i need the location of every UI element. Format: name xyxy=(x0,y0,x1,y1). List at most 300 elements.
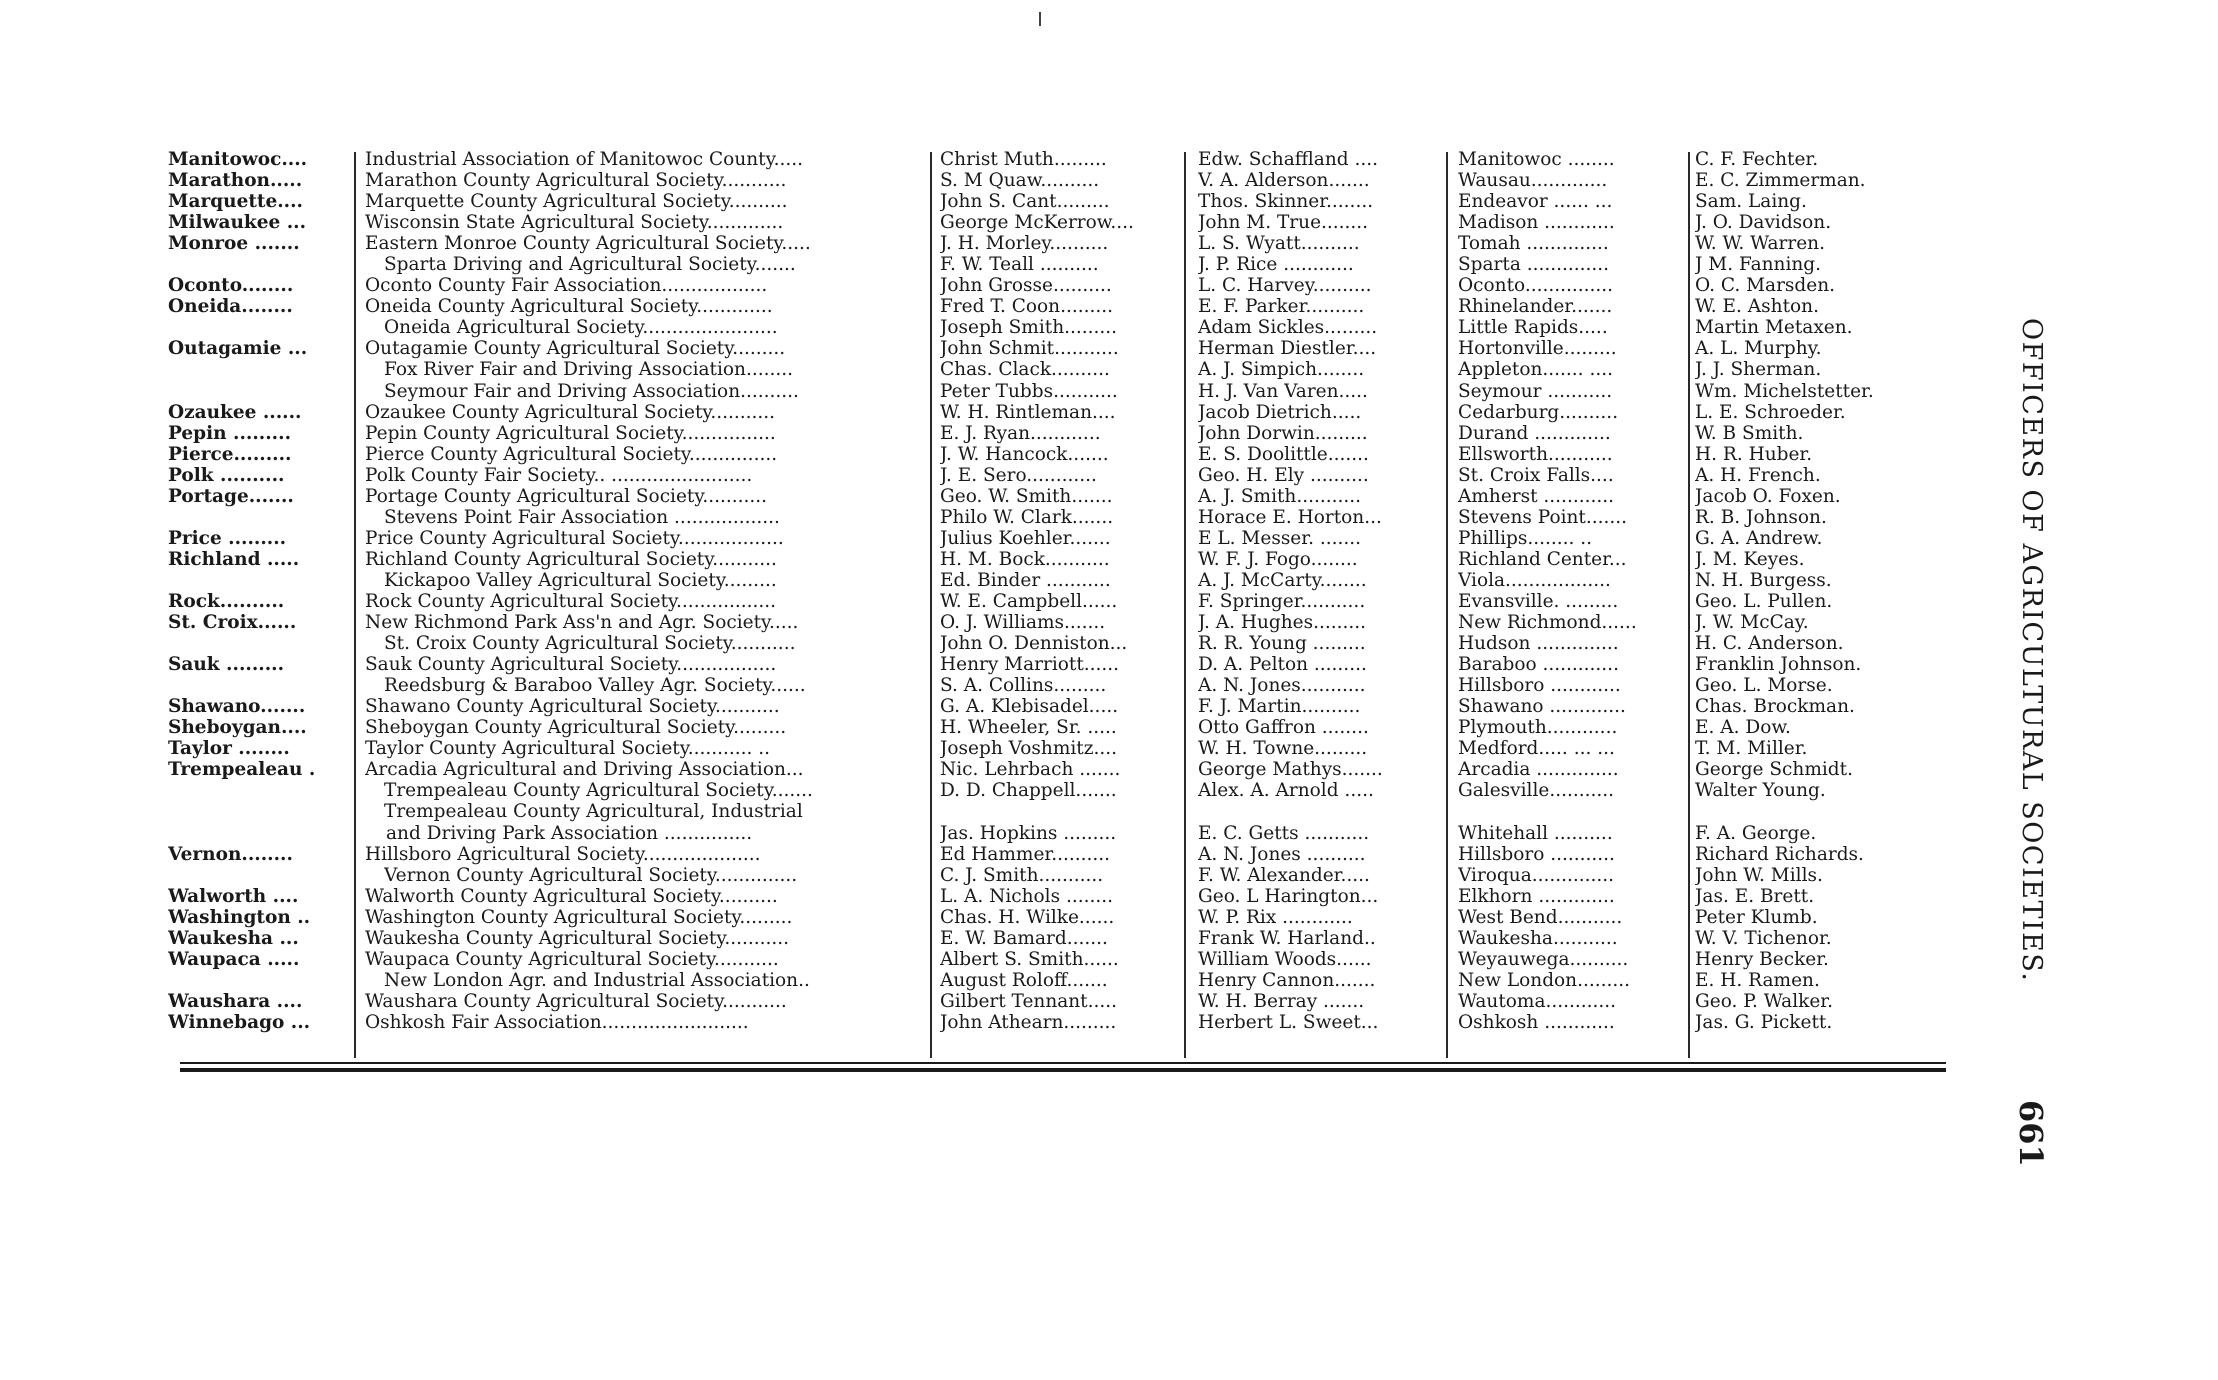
town-cell: Ellsworth........... xyxy=(1458,443,1613,465)
society-cell: New London Agr. and Industrial Association.. xyxy=(384,969,810,991)
president-cell: H. M. Bock........... xyxy=(940,548,1110,570)
secretary-cell: A. N. Jones........... xyxy=(1198,675,1366,697)
county-cell: Sheboygan.... xyxy=(168,717,307,739)
town-cell: Hillsboro ........... xyxy=(1458,843,1615,865)
society-cell: Oshkosh Fair Association......................... xyxy=(365,1011,749,1033)
secretary-cell: A. J. Smith........... xyxy=(1198,485,1362,507)
society-cell: Oneida County Agricultural Society............. xyxy=(365,296,773,318)
table-row xyxy=(168,170,1946,191)
town-cell: Whitehall .......... xyxy=(1458,822,1613,844)
county-cell: Vernon........ xyxy=(168,843,293,865)
treasurer-cell: T. M. Miller. xyxy=(1695,738,1808,760)
table-row xyxy=(168,633,1946,654)
treasurer-cell: F. A. George. xyxy=(1695,822,1817,844)
county-cell: Trempealeau . xyxy=(168,759,316,781)
society-cell: Walworth County Agricultural Society.......... xyxy=(365,885,778,907)
president-cell: L. A. Nichols ........ xyxy=(940,885,1114,907)
table-row xyxy=(168,970,1946,991)
table-row xyxy=(168,949,1946,970)
table-row xyxy=(168,507,1946,528)
county-cell: Pepin ......... xyxy=(168,422,292,444)
president-cell: John Schmit........... xyxy=(940,338,1119,360)
secretary-cell: F. J. Martin.......... xyxy=(1198,696,1361,718)
secretary-cell xyxy=(1198,801,1438,822)
county-cell xyxy=(168,823,340,844)
society-cell: St. Croix County Agricultural Society........... xyxy=(384,633,796,655)
treasurer-cell: E. A. Dow. xyxy=(1695,717,1791,739)
table-row xyxy=(168,359,1946,380)
town-cell: Endeavor ...... ... xyxy=(1458,191,1613,213)
running-head: OFFICERS OF AGRICULTURAL SOCIETIES. xyxy=(2016,318,2047,983)
secretary-cell: Frank W. Harland.. xyxy=(1198,927,1376,949)
table-row xyxy=(168,296,1946,317)
town-cell: Wausau............. xyxy=(1458,170,1608,192)
treasurer-cell: W. B Smith. xyxy=(1695,422,1804,444)
secretary-cell: Herbert L. Sweet... xyxy=(1198,1011,1379,1033)
secretary-cell: Otto Gaffron ........ xyxy=(1198,717,1369,739)
treasurer-cell: W. W. Warren. xyxy=(1695,233,1825,255)
county-cell: Portage....... xyxy=(168,485,294,507)
society-cell: Marathon County Agricultural Society........... xyxy=(365,170,787,192)
table-row xyxy=(168,149,1946,170)
table-row xyxy=(168,254,1946,275)
table-row xyxy=(168,423,1946,444)
treasurer-cell: Henry Becker. xyxy=(1695,948,1829,970)
president-cell: Peter Tubbs........... xyxy=(940,380,1118,402)
secretary-cell: Jacob Dietrich..... xyxy=(1198,401,1362,423)
table-row xyxy=(168,717,1946,738)
secretary-cell: Edw. Schaffland .... xyxy=(1198,149,1378,170)
president-cell: W. H. Rintleman.... xyxy=(940,401,1116,423)
secretary-cell: H. J. Van Varen..... xyxy=(1198,380,1368,402)
table-row xyxy=(168,654,1946,675)
county-cell xyxy=(168,865,340,886)
county-cell: Marathon..... xyxy=(168,170,303,192)
president-cell: Nic. Lehrbach ....... xyxy=(940,759,1121,781)
table-row xyxy=(168,402,1946,423)
secretary-cell: W. P. Rix ............ xyxy=(1198,906,1353,928)
table-row xyxy=(168,212,1946,233)
president-cell: Philo W. Clark....... xyxy=(940,506,1114,528)
secretary-cell: Alex. A. Arnold ..... xyxy=(1198,780,1374,802)
officers-table xyxy=(168,149,1946,1033)
secretary-cell: J. P. Rice ............ xyxy=(1198,254,1354,276)
treasurer-cell: G. A. Andrew. xyxy=(1695,527,1823,549)
secretary-cell: W. F. J. Fogo........ xyxy=(1198,548,1358,570)
treasurer-cell: N. H. Burgess. xyxy=(1695,569,1832,591)
county-cell: Waupaca ..... xyxy=(168,948,300,970)
table-row xyxy=(168,1012,1946,1033)
county-cell: Walworth .... xyxy=(168,885,299,907)
table-row xyxy=(168,465,1946,486)
society-cell: Sparta Driving and Agricultural Society....... xyxy=(384,254,796,276)
society-cell: Waushara County Agricultural Society........... xyxy=(365,990,787,1012)
treasurer-cell: Jas. E. Brett. xyxy=(1695,885,1815,907)
treasurer-cell: A. L. Murphy. xyxy=(1695,338,1822,360)
secretary-cell: E. S. Doolittle....... xyxy=(1198,443,1369,465)
treasurer-cell: J M. Fanning. xyxy=(1695,254,1821,276)
secretary-cell: F. W. Alexander..... xyxy=(1198,864,1370,886)
president-cell: W. E. Campbell...... xyxy=(940,590,1118,612)
president-cell: John Athearn......... xyxy=(940,1011,1117,1033)
county-cell: Washington .. xyxy=(168,906,311,928)
treasurer-cell: Geo. L. Pullen. xyxy=(1695,590,1833,612)
society-cell: Wisconsin State Agricultural Society............. xyxy=(365,212,784,234)
society-cell: Waupaca County Agricultural Society........... xyxy=(365,948,779,970)
treasurer-cell: J. J. Sherman. xyxy=(1695,359,1822,381)
town-cell: Viola.................. xyxy=(1458,569,1611,591)
society-cell: Trempealeau County Agricultural Society....... xyxy=(384,780,813,802)
county-cell: Oneida........ xyxy=(168,296,293,318)
county-cell: Ozaukee ...... xyxy=(168,401,302,423)
treasurer-cell: Geo. L. Morse. xyxy=(1695,675,1833,697)
town-cell: Tomah .............. xyxy=(1458,233,1609,255)
president-cell: J. W. Hancock....... xyxy=(940,443,1109,465)
town-cell: Amherst ............ xyxy=(1458,485,1614,507)
president-cell: George McKerrow.... xyxy=(940,212,1134,234)
treasurer-cell: Richard Richards. xyxy=(1695,843,1864,865)
table-row xyxy=(168,886,1946,907)
county-cell: Waukesha ... xyxy=(168,927,299,949)
society-cell: Shawano County Agricultural Society........... xyxy=(365,696,780,718)
county-cell: Shawano....... xyxy=(168,696,306,718)
bottom-rule-thick xyxy=(180,1068,1946,1072)
county-cell: Taylor ........ xyxy=(168,738,290,760)
president-cell: Fred T. Coon......... xyxy=(940,296,1114,318)
county-cell: Milwaukee ... xyxy=(168,212,307,234)
president-cell xyxy=(940,801,1192,822)
society-cell: Portage County Agricultural Society........... xyxy=(365,485,768,507)
society-cell: Sauk County Agricultural Society................. xyxy=(365,654,777,676)
table-row xyxy=(168,991,1946,1012)
county-cell xyxy=(168,359,340,380)
town-cell: Plymouth............ xyxy=(1458,717,1618,739)
president-cell: E. W. Bamard....... xyxy=(940,927,1108,949)
secretary-cell: E. F. Parker.......... xyxy=(1198,296,1365,318)
treasurer-cell: E. C. Zimmerman. xyxy=(1695,170,1866,192)
treasurer-cell: Sam. Laing. xyxy=(1695,191,1807,213)
county-cell: Rock.......... xyxy=(168,590,285,612)
town-cell: Durand ............. xyxy=(1458,422,1611,444)
president-cell: John O. Denniston... xyxy=(940,633,1128,655)
treasurer-cell: Martin Metaxen. xyxy=(1695,317,1853,339)
president-cell: John Grosse.......... xyxy=(940,275,1112,297)
county-cell: Polk .......... xyxy=(168,464,285,486)
county-cell: Pierce......... xyxy=(168,443,292,465)
president-cell: J. H. Morley.......... xyxy=(940,233,1109,255)
secretary-cell: William Woods...... xyxy=(1198,948,1372,970)
table-row xyxy=(168,549,1946,570)
secretary-cell: Geo. L Harington... xyxy=(1198,885,1379,907)
town-cell: Weyauwega.......... xyxy=(1458,948,1629,970)
secretary-cell: L. S. Wyatt.......... xyxy=(1198,233,1360,255)
county-cell: Richland ..... xyxy=(168,548,300,570)
president-cell: Chas. H. Wilke...... xyxy=(940,906,1115,928)
secretary-cell: R. R. Young ......... xyxy=(1198,633,1366,655)
society-cell: Vernon County Agricultural Society.............. xyxy=(384,864,798,886)
county-cell xyxy=(168,381,340,402)
treasurer-cell: R. B. Johnson. xyxy=(1695,506,1827,528)
town-cell: St. Croix Falls.... xyxy=(1458,464,1614,486)
county-cell: Oconto........ xyxy=(168,275,294,297)
society-cell: Polk County Fair Society.. ........................ xyxy=(365,464,753,486)
society-cell: Kickapoo Valley Agricultural Society......... xyxy=(384,569,777,591)
president-cell: Gilbert Tennant..... xyxy=(940,990,1118,1012)
society-cell: Stevens Point Fair Association .................. xyxy=(384,506,780,528)
secretary-cell: George Mathys....... xyxy=(1198,759,1383,781)
table-row xyxy=(168,780,1946,801)
society-cell: Fox River Fair and Driving Association........ xyxy=(384,359,794,381)
treasurer-cell: Franklin Johnson. xyxy=(1695,654,1862,676)
treasurer-cell: H. R. Huber. xyxy=(1695,443,1813,465)
town-cell: Arcadia .............. xyxy=(1458,759,1619,781)
town-cell: Cedarburg.......... xyxy=(1458,401,1619,423)
secretary-cell: Henry Cannon....... xyxy=(1198,969,1376,991)
table-row xyxy=(168,759,1946,780)
president-cell: S. A. Collins......... xyxy=(940,675,1107,697)
county-cell: Outagamie ... xyxy=(168,338,308,360)
society-cell: Arcadia Agricultural and Driving Association... xyxy=(365,759,804,781)
town-cell: Rhinelander....... xyxy=(1458,296,1613,318)
society-cell: Pepin County Agricultural Society................ xyxy=(365,422,776,444)
town-cell: Oconto............... xyxy=(1458,275,1614,297)
treasurer-cell: Jas. G. Pickett. xyxy=(1695,1011,1833,1033)
town-cell: Elkhorn ............. xyxy=(1458,885,1615,907)
president-cell: J. E. Sero............ xyxy=(940,464,1097,486)
secretary-cell: A. J. McCarty........ xyxy=(1198,569,1367,591)
town-cell: Manitowoc ........ xyxy=(1458,149,1615,170)
society-cell: Marquette County Agricultural Society.......... xyxy=(365,191,788,213)
table-row xyxy=(168,612,1946,633)
president-cell: Geo. W. Smith....... xyxy=(940,485,1113,507)
town-cell: Appleton....... .... xyxy=(1458,359,1613,381)
table-row xyxy=(168,444,1946,465)
table-row xyxy=(168,928,1946,949)
town-cell: New London......... xyxy=(1458,969,1631,991)
society-cell: Outagamie County Agricultural Society......... xyxy=(365,338,786,360)
treasurer-cell: J. O. Davidson. xyxy=(1695,212,1832,234)
president-cell: S. M Quaw.......... xyxy=(940,170,1100,192)
town-cell: Hudson .............. xyxy=(1458,633,1619,655)
town-cell: Oshkosh ............ xyxy=(1458,1011,1615,1033)
secretary-cell: John M. True........ xyxy=(1198,212,1369,234)
county-cell xyxy=(168,970,340,991)
county-cell xyxy=(168,317,340,338)
treasurer-cell: E. H. Ramen. xyxy=(1695,969,1820,991)
president-cell: G. A. Klebisadel..... xyxy=(940,696,1119,718)
president-cell: C. J. Smith........... xyxy=(940,864,1104,886)
table-row xyxy=(168,191,1946,212)
society-cell: and Driving Park Association ............... xyxy=(386,822,753,844)
county-cell: Price ......... xyxy=(168,527,287,549)
table-row xyxy=(168,591,1946,612)
society-cell: Reedsburg & Baraboo Valley Agr. Society...... xyxy=(384,675,806,697)
county-cell: Monroe ....... xyxy=(168,233,300,255)
society-cell: Sheboygan County Agricultural Society......... xyxy=(365,717,787,739)
secretary-cell: E L. Messer. ....... xyxy=(1198,527,1361,549)
society-cell: Ozaukee County Agricultural Society........... xyxy=(365,401,776,423)
society-cell: Seymour Fair and Driving Association.......... xyxy=(384,380,799,402)
president-cell: H. Wheeler, Sr. ..... xyxy=(940,717,1117,739)
secretary-cell: E. C. Getts ........... xyxy=(1198,822,1370,844)
town-cell: Galesville........... xyxy=(1458,780,1615,802)
table-row xyxy=(168,528,1946,549)
society-cell: Taylor County Agricultural Society........... .. xyxy=(365,738,771,760)
treasurer-cell: Jacob O. Foxen. xyxy=(1695,485,1841,507)
society-cell: Industrial Association of Manitowoc County..... xyxy=(365,149,803,170)
table-row xyxy=(168,738,1946,759)
treasurer-cell: Geo. P. Walker. xyxy=(1695,990,1833,1012)
society-cell: New Richmond Park Ass'n and Agr. Society..... xyxy=(365,612,799,634)
president-cell: August Roloff....... xyxy=(940,969,1108,991)
table-row xyxy=(168,381,1946,402)
county-cell: St. Croix...... xyxy=(168,612,297,634)
town-cell: West Bend........... xyxy=(1458,906,1623,928)
town-cell: Wautoma............ xyxy=(1458,990,1617,1012)
town-cell: Evansville. ......... xyxy=(1458,590,1619,612)
president-cell: Joseph Smith......... xyxy=(940,317,1118,339)
secretary-cell: John Dorwin......... xyxy=(1198,422,1368,444)
treasurer-cell: Wm. Michelstetter. xyxy=(1695,380,1874,402)
president-cell: John S. Cant......... xyxy=(940,191,1110,213)
president-cell: O. J. Williams....... xyxy=(940,612,1106,634)
secretary-cell: Geo. H. Ely .......... xyxy=(1198,464,1369,486)
town-cell: Richland Center... xyxy=(1458,548,1627,570)
treasurer-cell: C. F. Fechter. xyxy=(1695,149,1819,170)
treasurer-cell: Chas. Brockman. xyxy=(1695,696,1855,718)
treasurer-cell: George Schmidt. xyxy=(1695,759,1853,781)
town-cell: New Richmond...... xyxy=(1458,612,1637,634)
page-number: 661 xyxy=(2012,1100,2050,1167)
table-row xyxy=(168,823,1946,844)
county-cell: Marquette.... xyxy=(168,191,303,213)
treasurer-cell: Walter Young. xyxy=(1695,780,1826,802)
president-cell: E. J. Ryan............ xyxy=(940,422,1101,444)
secretary-cell: Herman Diestler.... xyxy=(1198,338,1377,360)
table-row xyxy=(168,907,1946,928)
table-row xyxy=(168,317,1946,338)
secretary-cell: L. C. Harvey.......... xyxy=(1198,275,1372,297)
county-cell xyxy=(168,570,340,591)
president-cell: Ed Hammer.......... xyxy=(940,843,1111,865)
town-cell: Medford..... ... ... xyxy=(1458,738,1615,760)
county-cell xyxy=(168,254,340,275)
secretary-cell: W. H. Towne......... xyxy=(1198,738,1368,760)
town-cell: Viroqua.............. xyxy=(1458,864,1615,886)
table-row xyxy=(168,275,1946,296)
town-cell: Baraboo ............. xyxy=(1458,654,1619,676)
secretary-cell: A. J. Simpich........ xyxy=(1198,359,1365,381)
table-row xyxy=(168,865,1946,886)
president-cell: Ed. Binder ........... xyxy=(940,569,1111,591)
president-cell: Henry Marriott...... xyxy=(940,654,1120,676)
town-cell: Hortonville......... xyxy=(1458,338,1617,360)
society-cell: Price County Agricultural Society.................. xyxy=(365,527,784,549)
secretary-cell: D. A. Pelton ......... xyxy=(1198,654,1367,676)
table-row xyxy=(168,486,1946,507)
town-cell xyxy=(1458,801,1692,822)
county-cell xyxy=(168,675,340,696)
president-cell: Chas. Clack.......... xyxy=(940,359,1110,381)
secretary-cell: Horace E. Horton... xyxy=(1198,506,1382,528)
county-cell xyxy=(168,780,340,801)
society-cell: Washington County Agricultural Society......... xyxy=(365,906,793,928)
table-row xyxy=(168,233,1946,254)
table-row xyxy=(168,696,1946,717)
treasurer-cell xyxy=(1695,801,1945,822)
town-cell: Stevens Point....... xyxy=(1458,506,1628,528)
society-cell: Oconto County Fair Association.................. xyxy=(365,275,768,297)
county-cell xyxy=(168,801,340,822)
society-cell: Pierce County Agricultural Society............... xyxy=(365,443,778,465)
president-cell: Julius Koehler....... xyxy=(940,527,1111,549)
society-cell: Oneida Agricultural Society....................... xyxy=(384,317,778,339)
president-cell: D. D. Chappell....... xyxy=(940,780,1117,802)
secretary-cell: Adam Sickles......... xyxy=(1198,317,1378,339)
secretary-cell: F. Springer........... xyxy=(1198,590,1366,612)
town-cell: Little Rapids..... xyxy=(1458,317,1608,339)
secretary-cell: Thos. Skinner........ xyxy=(1198,191,1374,213)
treasurer-cell: L. E. Schroeder. xyxy=(1695,401,1846,423)
president-cell: Jas. Hopkins ......... xyxy=(940,822,1117,844)
town-cell: Hillsboro ............ xyxy=(1458,675,1621,697)
town-cell: Seymour ........... xyxy=(1458,380,1613,402)
town-cell: Shawano ............. xyxy=(1458,696,1626,718)
treasurer-cell: H. C. Anderson. xyxy=(1695,633,1844,655)
county-cell: Sauk ......... xyxy=(168,654,285,676)
society-cell: Richland County Agricultural Society........... xyxy=(365,548,777,570)
table-row xyxy=(168,570,1946,591)
table-row xyxy=(168,844,1946,865)
county-cell: Waushara .... xyxy=(168,990,303,1012)
table-row xyxy=(168,801,1946,822)
society-cell: Eastern Monroe County Agricultural Society..... xyxy=(365,233,811,255)
town-cell: Madison ............ xyxy=(1458,212,1615,234)
table-row xyxy=(168,338,1946,359)
president-cell: F. W. Teall .......... xyxy=(940,254,1099,276)
county-cell: Manitowoc.... xyxy=(168,149,308,170)
society-cell: Trempealeau County Agricultural, Industrial xyxy=(384,801,803,823)
president-cell: Christ Muth......... xyxy=(940,149,1107,170)
secretary-cell: V. A. Alderson....... xyxy=(1198,170,1370,192)
treasurer-cell: John W. Mills. xyxy=(1695,864,1823,886)
treasurer-cell: O. C. Marsden. xyxy=(1695,275,1835,297)
secretary-cell: W. H. Berray ....... xyxy=(1198,990,1365,1012)
president-cell: Albert S. Smith...... xyxy=(940,948,1119,970)
table-row xyxy=(168,675,1946,696)
secretary-cell: A. N. Jones .......... xyxy=(1198,843,1366,865)
bottom-rule-thin xyxy=(180,1062,1946,1064)
town-cell: Waukesha........... xyxy=(1458,927,1618,949)
county-cell xyxy=(168,507,340,528)
town-cell: Phillips........ .. xyxy=(1458,527,1593,549)
society-cell: Waukesha County Agricultural Society........... xyxy=(365,927,790,949)
top-tick-mark xyxy=(1039,12,1041,26)
treasurer-cell: A. H. French. xyxy=(1695,464,1821,486)
secretary-cell: J. A. Hughes......... xyxy=(1198,612,1367,634)
county-cell: Winnebago ... xyxy=(168,1011,311,1033)
society-cell: Rock County Agricultural Society................. xyxy=(365,590,777,612)
treasurer-cell: W. E. Ashton. xyxy=(1695,296,1819,318)
treasurer-cell: Peter Klumb. xyxy=(1695,906,1818,928)
treasurer-cell: J. M. Keyes. xyxy=(1695,548,1805,570)
society-cell: Hillsboro Agricultural Society.................... xyxy=(365,843,761,865)
treasurer-cell: W. V. Tichenor. xyxy=(1695,927,1832,949)
county-cell xyxy=(168,633,340,654)
president-cell: Joseph Voshmitz.... xyxy=(940,738,1118,760)
treasurer-cell: J. W. McCay. xyxy=(1695,612,1809,634)
town-cell: Sparta .............. xyxy=(1458,254,1610,276)
